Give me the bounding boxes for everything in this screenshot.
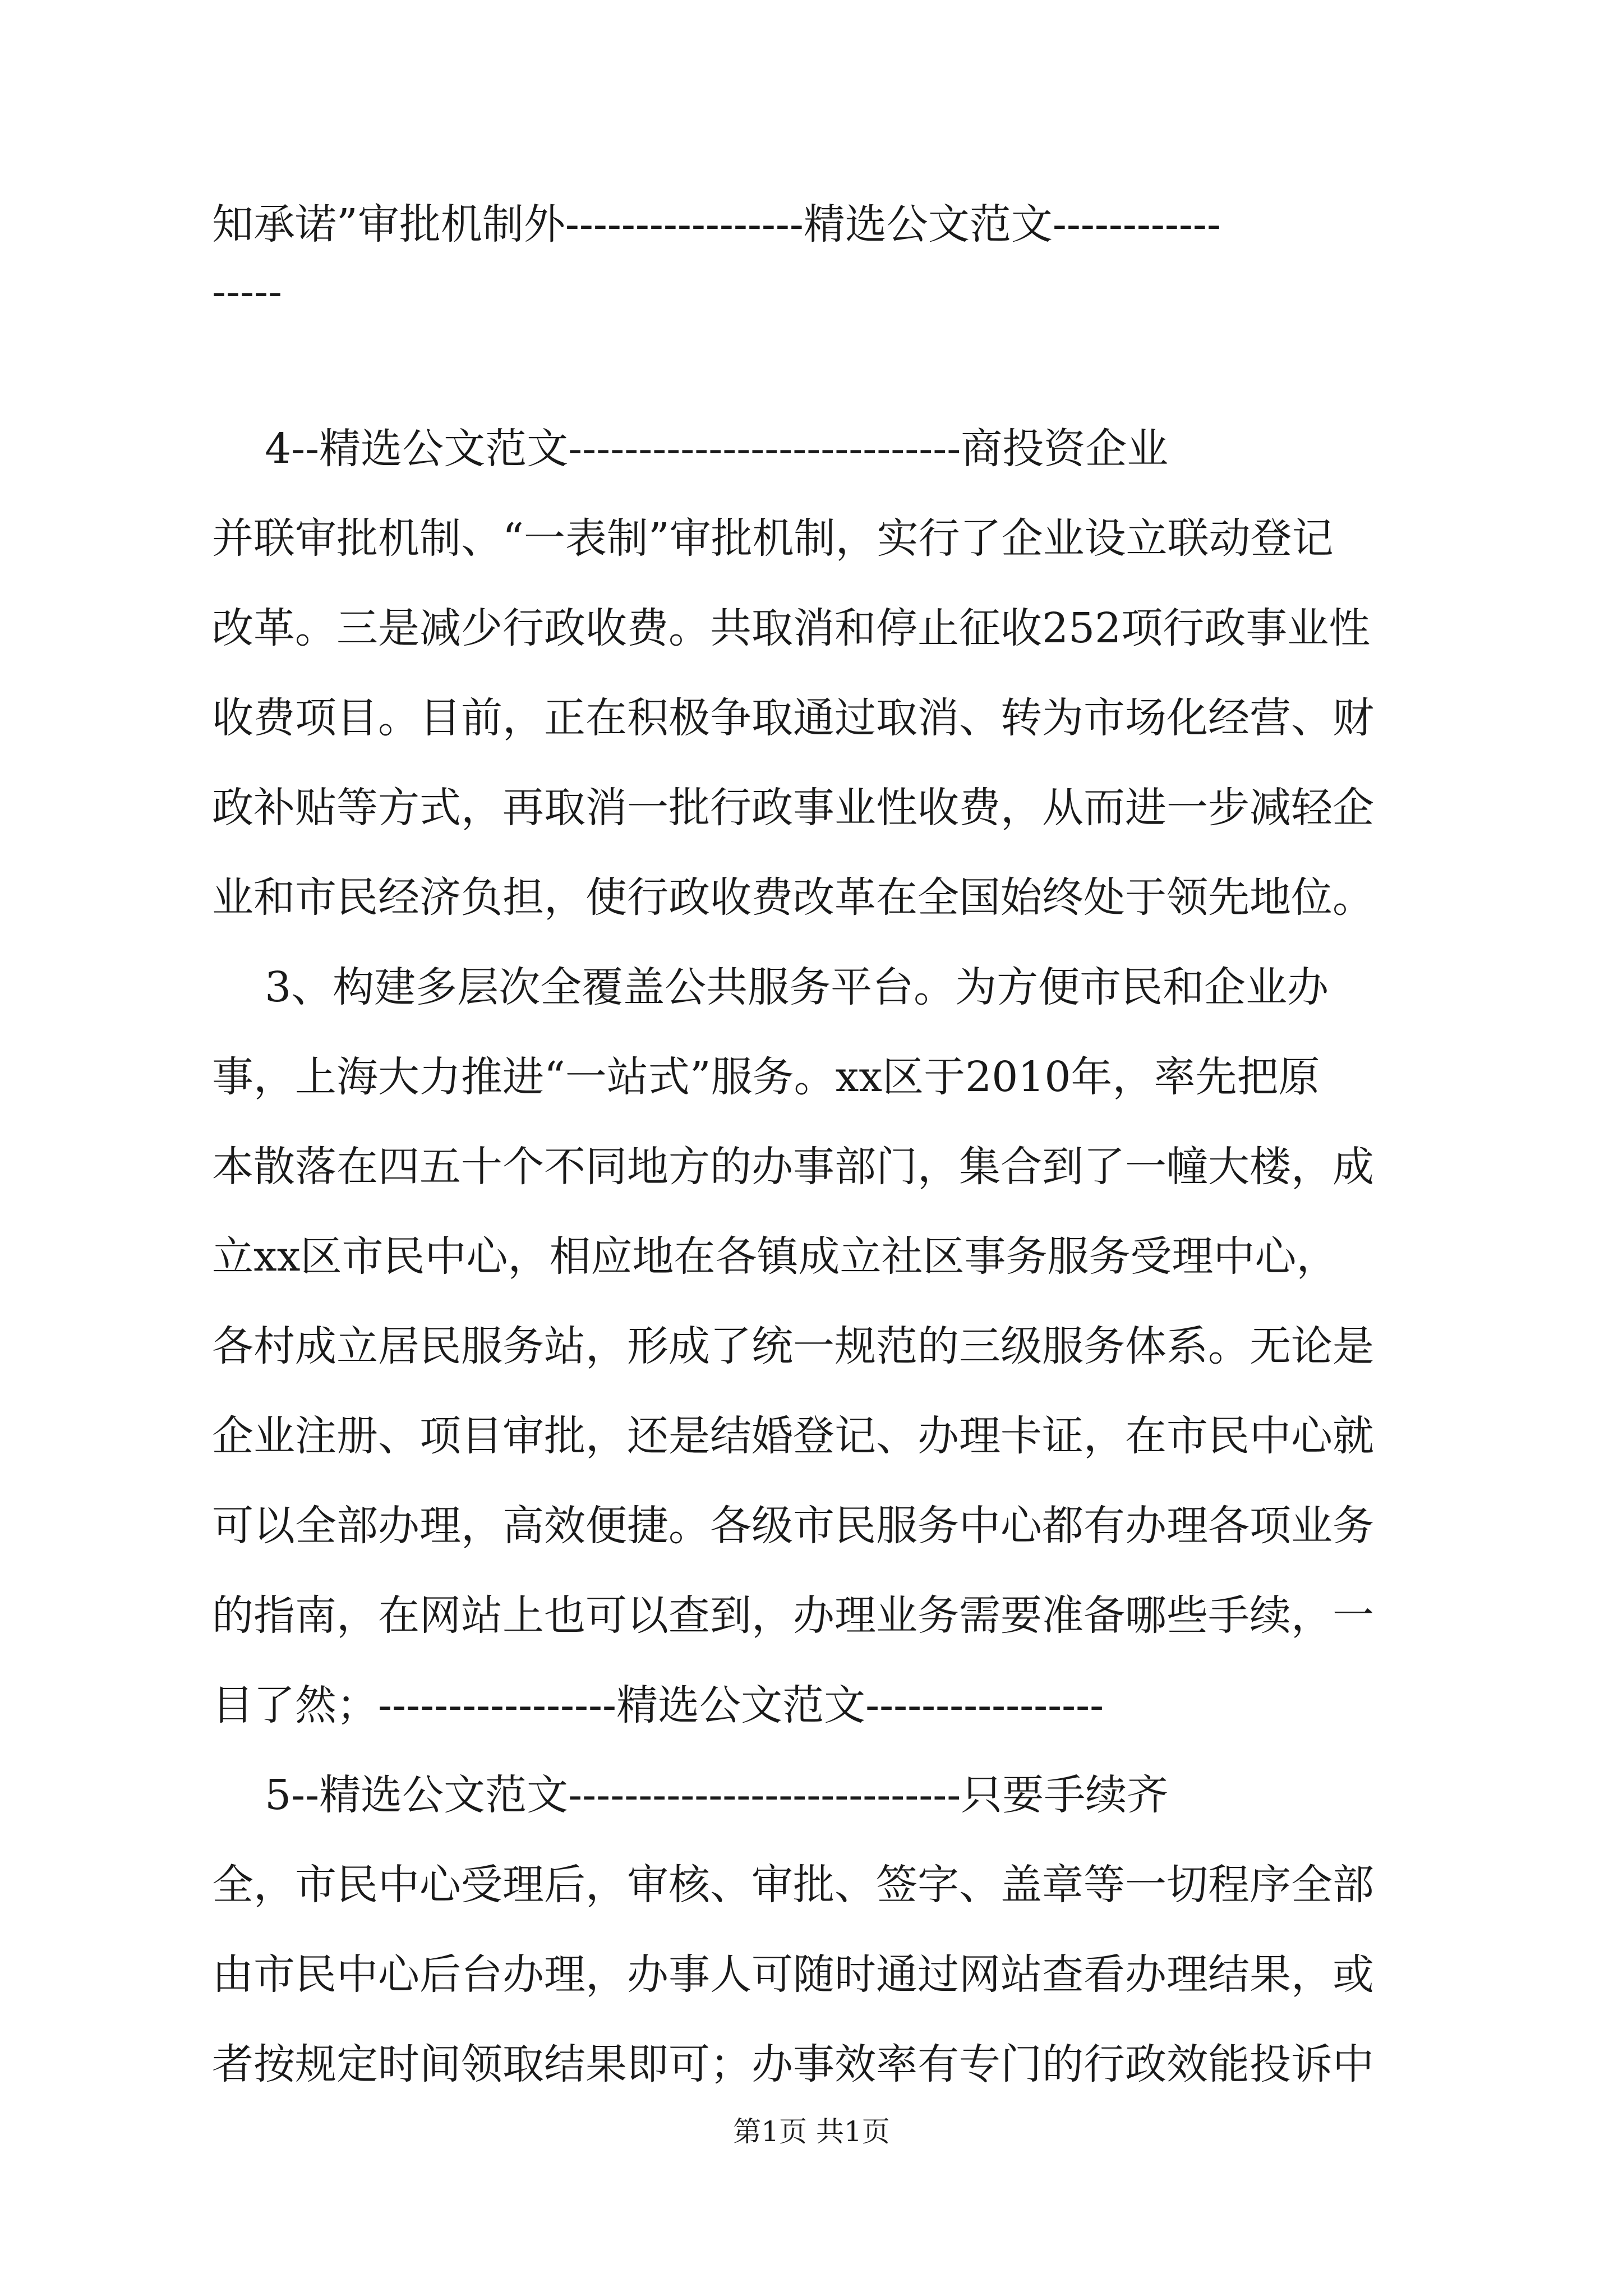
text-line: 事，上海大力推进“一站式”服务。xx区于2010年，率先把原 — [212, 1053, 1320, 1101]
text-line: 政补贴等方式，再取消一批行政事业性收费，从而进一步减轻企 — [212, 784, 1374, 832]
text-line: 者按规定时间领取结果即可；办事效率有专门的行政效能投诉中 — [212, 2040, 1374, 2088]
text-line: 各村成立居民服务站，形成了统一规范的三级服务体系。无论是 — [212, 1322, 1374, 1370]
text-line: 改革。三是减少行政收费。共取消和停止征收252项行政事业性 — [212, 604, 1371, 652]
text-line: 并联审批机制、“一表制”审批机制，实行了企业设立联动登记 — [212, 514, 1334, 563]
text-line: 的指南，在网站上也可以查到，办理业务需要准备哪些手续，一 — [212, 1591, 1374, 1640]
text-line: 立xx区市民中心，相应地在各镇成立社区事务服务受理中心， — [212, 1232, 1338, 1281]
text-line: 5--精选公文范文----------------------------只要手续齐 — [212, 1771, 1169, 1819]
text-line: 目了然；-----------------精选公文范文----------------- — [212, 1681, 1104, 1729]
text-line: 4--精选公文范文----------------------------商投资企业 — [212, 425, 1169, 473]
text-line: ----- — [212, 268, 283, 316]
text-line: 由市民中心后台办理，办事人可随时通过网站查看办理结果，或 — [212, 1950, 1374, 1999]
text-line: 企业注册、项目审批，还是结婚登记、办理卡证，在市民中心就 — [212, 1412, 1374, 1460]
text-line: 本散落在四五十个不同地方的办事部门，集合到了一幢大楼，成 — [212, 1143, 1374, 1191]
text-line: 可以全部办理，高效便捷。各级市民服务中心都有办理各项业务 — [212, 1502, 1374, 1550]
text-line: 业和市民经济负担，使行政收费改革在全国始终处于领先地位。 — [212, 873, 1374, 922]
page-footer: 第1页 共1页 — [733, 2115, 890, 2148]
text-line: 3、构建多层次全覆盖公共服务平台。为方便市民和企业办 — [212, 963, 1329, 1011]
text-line: 收费项目。目前，正在积极争取通过取消、转为市场化经营、财 — [212, 694, 1374, 742]
text-line: 全，市民中心受理后，审核、审批、签字、盖章等一切程序全部 — [212, 1861, 1374, 1909]
text-line: 知承诺”审批机制外-----------------精选公文范文------------ — [212, 200, 1221, 249]
